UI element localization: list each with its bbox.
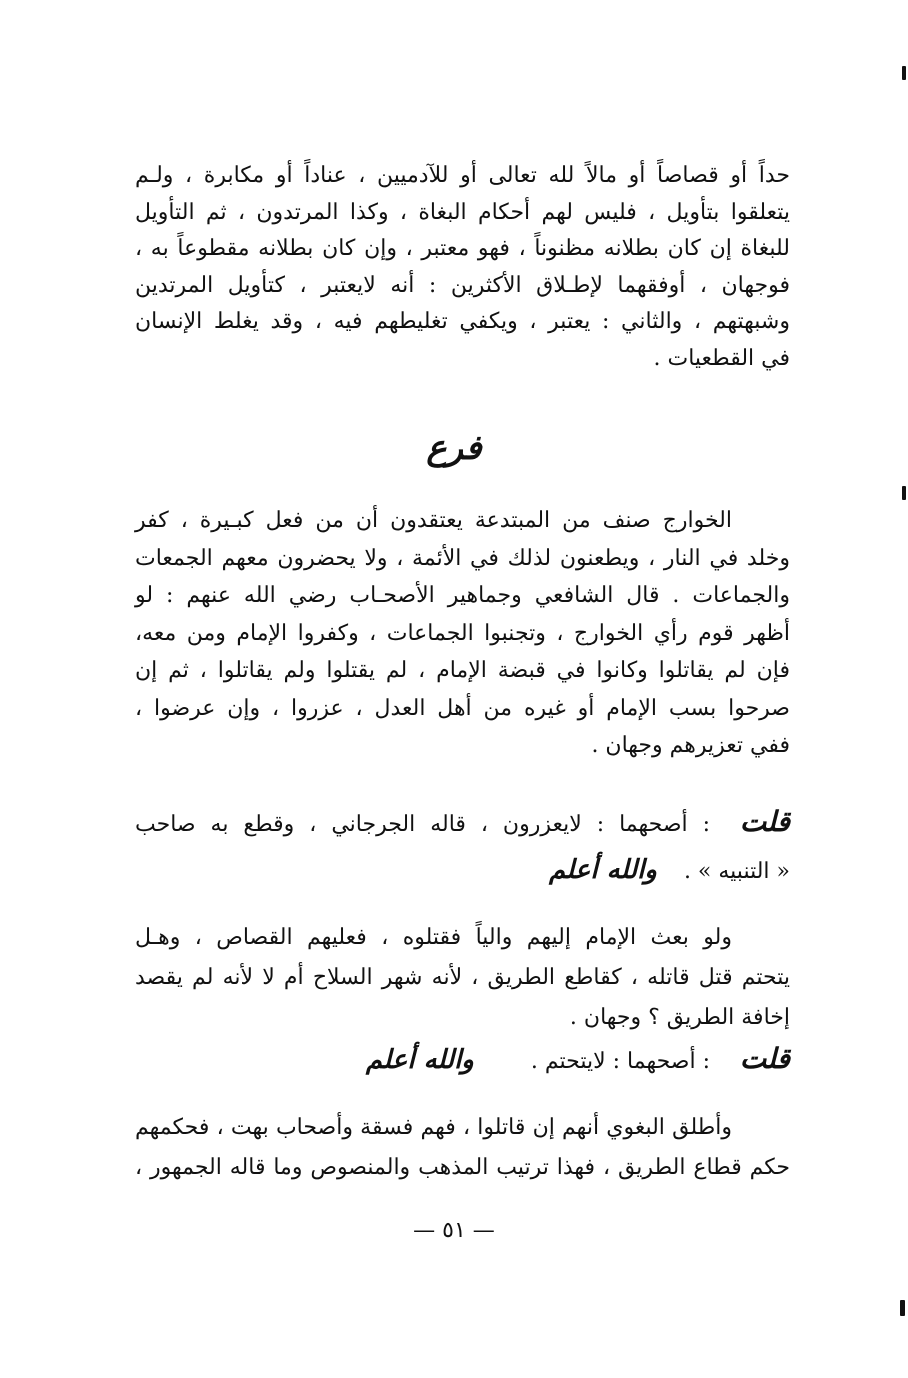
text-line: « التنبيه » . [683, 859, 790, 884]
paragraph-3 [135, 918, 790, 1038]
closing-formula: والله أعلم [548, 855, 657, 885]
text-line: يتعلقوا بتأويل ، فليس لهم أحكام البغاة ، وكذا المرتدون ، ثم التأويل [135, 199, 790, 225]
text-line: للبغاة إن كان بطلانه مظنوناً ، فهو معتبر ، وإن كان بطلانه مقطوعاً به ، [135, 236, 790, 261]
qult-note-1-line-2 [135, 848, 790, 892]
text-line: حداً أو قصاصاً أو مالاً لله تعالى أو للآدميين ، عناداً أو مكابرة ، ولـم [135, 163, 790, 188]
section-heading: فرع [426, 428, 482, 468]
text-line: أظهر قوم رأي الخوارج ، وتجنبوا الجماعات ، وكفروا الإمام ومن معه، [135, 620, 790, 646]
text-line: : أصحهما : لايعزرون ، قاله الجرجاني ، وقطع به صاحب [135, 812, 710, 837]
text-line: : أصحهما : لايتحتم . [530, 1049, 710, 1074]
qult-note-2 [135, 1036, 790, 1082]
text-line: والجماعات . قال الشافعي وجماهير الأصحـاب رضي الله عنهم : لو [135, 583, 790, 608]
scan-edge-mark [902, 66, 906, 80]
text-line: صرحوا بسب الإمام أو غيره من أهل العدل ، عزروا ، وإن عرضوا ، [135, 695, 790, 721]
text-line: ففي تعزيرهم وجهان . [591, 733, 790, 758]
qult-label: قلت [739, 1042, 790, 1075]
text-line: وشبهتهم ، والثاني : يعتبر ، ويكفي تغليطهم فيه ، وقد يغلط الإنسان [135, 309, 790, 334]
text-line: يتحتم قتل قاتله ، كقاطع الطريق ، لأنه شهر السلاح أم لا لأنه لم يقصد [135, 965, 790, 990]
text-line: وخلد في النار ، ويطعنون لذلك في الأئمة ، ولا يحضرون معهم الجمعات [135, 545, 790, 571]
page-number: — ٥١ — [413, 1218, 495, 1243]
text-line: الخوارج صنف من المبتدعة يعتقدون أن من فعل كبـيرة ، كفر [135, 508, 732, 533]
paragraph-1 [135, 158, 790, 377]
text-line: وأطلق البغوي أنهم إن قاتلوا ، فهم فسقة وأصحاب بهت ، فحكمهم [135, 1115, 732, 1140]
closing-formula: والله أعلم [365, 1045, 474, 1075]
paragraph-2 [135, 502, 790, 765]
text-line: في القطعيات . [653, 345, 790, 371]
text-line: فوجهان ، أوفقهما لإطـلاق الأكثرين : أنه لايعتبر ، كتأويل المرتدين [135, 272, 790, 298]
text-line: ولو بعث الإمام إليهم والياً فقتلوه ، فعليهم القصاص ، وهـل [135, 925, 732, 950]
text-line: حكم قطاع الطريق ، فهذا ترتيب المذهب والمنصوص وما قاله الجمهور ، [135, 1155, 790, 1180]
qult-label: قلت [739, 805, 790, 838]
scan-edge-mark [900, 1300, 905, 1316]
qult-note-1 [135, 800, 790, 844]
text-line: إخافة الطريق ؟ وجهان . [569, 1005, 790, 1030]
scan-edge-mark [902, 486, 906, 500]
text-line: فإن لم يقاتلوا وكانوا في قبضة الإمام ، لم يقتلوا ولم يقاتلوا ، ثم إن [135, 658, 790, 683]
paragraph-4 [135, 1108, 790, 1188]
